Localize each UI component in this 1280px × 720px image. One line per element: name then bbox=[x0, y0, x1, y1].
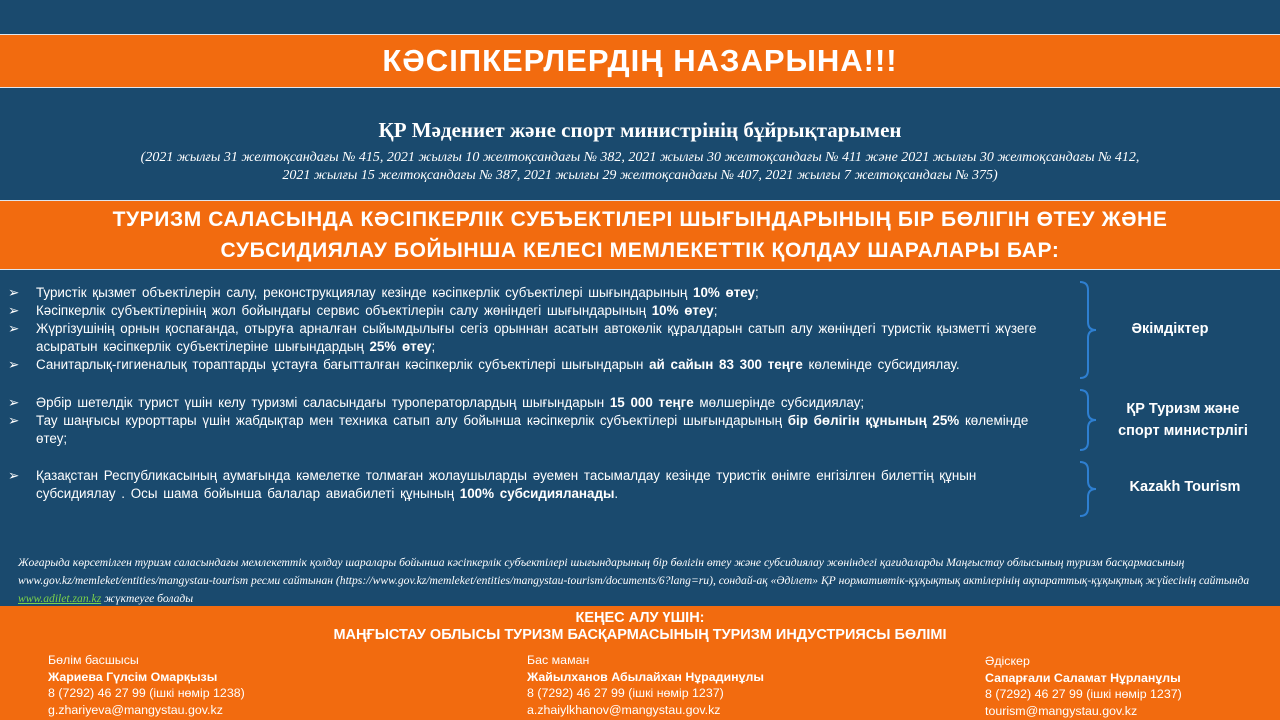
measures-line-1: ТУРИЗМ САЛАСЫНДА КӘСІПКЕРЛІК СУБЪЕКТІЛЕРІ ШЫҒЫНДАРЫНЫҢ БІР БӨЛІГІН ӨТЕУ ЖӘНЕ bbox=[112, 208, 1168, 231]
ministry-orders-section bbox=[0, 88, 1280, 198]
bullet-item: ➢ Жүргізушінің орнын қоспағанда, отыруға арналған сыйымдылығы сегіз орыннан асатын автокөлік құралдарын сатып алу жөніндегі туристік қызметті жүзеге асыратын кәсіпкерлік субъектілеріне шығындардың 25% өтеу; bbox=[8, 321, 1037, 354]
orders-list bbox=[0, 149, 1280, 185]
measures-line-2: СУБСИДИЯЛАУ БОЙЫНША КЕЛЕСІ МЕМЛЕКЕТТІК ҚОЛДАУ ШАРАЛАРЫ БАР: bbox=[220, 239, 1060, 262]
title-banner bbox=[0, 34, 1280, 88]
bullet-item: ➢ Туристік қызмет объектілерін салу, реконструкциялау кезінде кәсіпкерлік субъектілері шығындарының 10% өтеу; bbox=[8, 285, 759, 300]
adilet-link[interactable]: www.adilet.zan.kz bbox=[18, 592, 102, 605]
arrow-bullet-icon: ➢ bbox=[8, 321, 20, 336]
contact-section bbox=[0, 606, 1280, 720]
contact-email[interactable]: g.zhariyeva@mangystau.gov.kz bbox=[48, 702, 223, 717]
bullet-item: ➢ Тау шаңғысы курорттары үшін жабдықтар мен техника сатып алу бойынша кәсіпкерлік субъектілері шығындарының бір бөлігін құнының 25% көлемінде өтеу; bbox=[8, 413, 1029, 446]
contact-name: Жайылханов Абылайхан Нұрадинұлы bbox=[527, 669, 764, 684]
contact-phone[interactable]: 8 (7292) 46 27 99 (ішкі нөмір 1237) bbox=[985, 687, 1182, 701]
arrow-bullet-icon: ➢ bbox=[8, 303, 20, 318]
contact-role: Бас маман bbox=[527, 653, 590, 667]
orders-line-1: (2021 жылғы 31 желтоқсандағы № 415, 2021 жылғы 10 желтоқсандағы № 382, 2021 жылғы 30 желтоқсандағы № 411 және 2021 жылғы 30 желтоқсандағы № 412, bbox=[140, 150, 1140, 165]
measures-content bbox=[0, 270, 1280, 604]
bullet-group-kazakh-tourism bbox=[8, 467, 1078, 503]
arrow-bullet-icon: ➢ bbox=[8, 468, 20, 483]
ministry-heading: ҚР Мәдениет және спорт министрінің бұйрықтарымен bbox=[378, 118, 902, 142]
contact-email[interactable]: tourism@mangystau.gov.kz bbox=[985, 703, 1138, 718]
bullet-item: ➢ Әрбір шетелдік турист үшін келу туризмі саласындағы туроператорлардың шығындарын 15 000 теңге мөлшерінде субсидиялау; bbox=[8, 395, 865, 410]
bullet-item: ➢ Қазақстан Республикасының аумағында кәмелетке толмаған жолаушыларды әуемен тасымалдау кезінде туристік өнімге енгізілген билеттің құнын субсидиялау . Осы шама бойынша балалар авиабилеті құнының 100% субсидияланады. bbox=[8, 468, 977, 501]
contact-role: Әдіскер bbox=[985, 654, 1030, 668]
contact-name: Сапарғали Саламат Нұрланұлы bbox=[985, 670, 1181, 685]
support-measures-banner bbox=[0, 200, 1280, 270]
contact-name: Жариева Гүлсім Омарқызы bbox=[48, 669, 218, 684]
agency-kazakh-tourism: Kazakh Tourism bbox=[1129, 479, 1241, 495]
arrow-bullet-icon: ➢ bbox=[8, 413, 20, 428]
agency-ministry: ҚР Туризм және спорт министрлігі bbox=[1118, 401, 1248, 439]
arrow-bullet-icon: ➢ bbox=[8, 395, 20, 410]
bullet-item: ➢ Санитарлық-гигиеналық тораптарды ұстауға бағытталған кәсіпкерлік субъектілері шығындарын ай сайын 83 300 теңге көлемінде субсидиялау. bbox=[8, 357, 960, 372]
right-brace-icon bbox=[1078, 280, 1102, 380]
contact-email[interactable]: a.zhaiylkhanov@mangystau.gov.kz bbox=[527, 702, 721, 717]
bullet-group-akimats bbox=[8, 284, 1078, 374]
bullet-group-ministry bbox=[8, 394, 1078, 448]
arrow-bullet-icon: ➢ bbox=[8, 357, 20, 372]
arrow-bullet-icon: ➢ bbox=[8, 285, 20, 300]
contact-card bbox=[48, 652, 245, 718]
contact-card bbox=[985, 653, 1182, 719]
contact-department: МАҢҒЫСТАУ ОБЛЫСЫ ТУРИЗМ БАСҚАРМАСЫНЫҢ ТУРИЗМ ИНДУСТРИЯСЫ БӨЛІМІ bbox=[333, 627, 947, 643]
contact-phone[interactable]: 8 (7292) 46 27 99 (ішкі нөмір 1238) bbox=[48, 686, 245, 700]
bullet-item: ➢ Кәсіпкерлік субъектілерінің жол бойындағы сервис объектілерін салу жөніндегі шығындарының 10% өтеу; bbox=[8, 303, 718, 318]
contact-card bbox=[527, 652, 764, 718]
right-brace-icon bbox=[1078, 460, 1102, 518]
orders-line-2: 2021 жылғы 15 желтоқсандағы № 387, 2021 жылғы 29 желтоқсандағы № 407, 2021 жылғы 7 желтоқсандағы № 375) bbox=[282, 168, 998, 183]
top-strip bbox=[0, 0, 1280, 33]
contact-heading: КЕҢЕС АЛУ ҮШІН: bbox=[575, 610, 705, 626]
agency-akimats: Әкімдіктер bbox=[1131, 321, 1209, 337]
contact-phone[interactable]: 8 (7292) 46 27 99 (ішкі нөмір 1237) bbox=[527, 686, 724, 700]
rules-footnote: Жоғарыда көрсетілген туризм саласындағы мемлекеттік қолдау шаралары бойынша кәсіпкерлік субъектілері шығындарының бір бөлігін өтеу және субсидиялау жөніндегі қағидаларды Маңғыстау облысының туризм басқармасының www.gov.kz/memleket/entities/mangystau-tourism ресми сайтынан (https://www.gov.kz/memleket/entities/mangystau-tourism/documents/6?lang=ru), сондай-ақ «Әділет» ҚР нормативтік-құқықтық актілерінің ақпараттық-құқықтық жүйесінің сайтында www.adilet.zan.kz жүктеуге болады bbox=[18, 556, 1250, 605]
contact-role: Бөлім басшысы bbox=[48, 653, 139, 667]
right-brace-icon bbox=[1078, 388, 1102, 452]
page-title: КӘСІПКЕРЛЕРДІҢ НАЗАРЫНА!!! bbox=[382, 43, 898, 78]
